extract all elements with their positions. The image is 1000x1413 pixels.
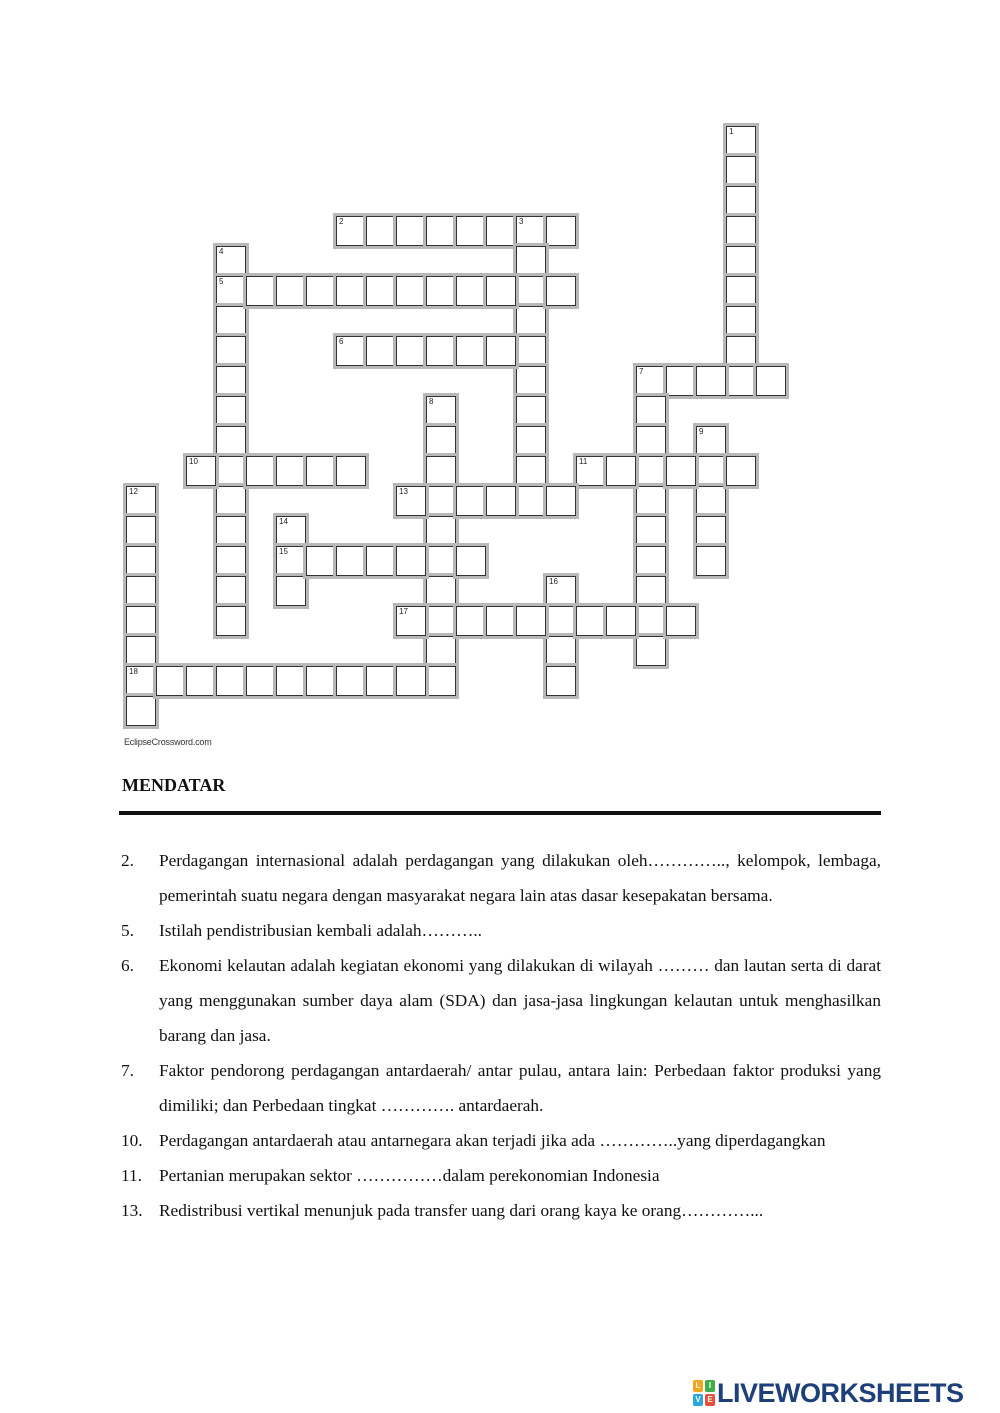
crossword-cell[interactable]: [396, 276, 426, 306]
clue-item-11: [121, 1158, 881, 1193]
crossword-cell[interactable]: [216, 576, 246, 606]
crossword-cell[interactable]: [726, 156, 756, 186]
crossword-cell[interactable]: [456, 606, 486, 636]
crossword-cell[interactable]: [516, 336, 546, 366]
crossword-cell[interactable]: [426, 336, 456, 366]
clue-number: 10.: [121, 1131, 143, 1150]
clue-number-label: 7: [639, 367, 644, 376]
crossword-cell[interactable]: [396, 606, 426, 636]
crossword-cell[interactable]: [546, 216, 576, 246]
crossword-cell[interactable]: [246, 276, 276, 306]
crossword-cell[interactable]: [216, 456, 246, 486]
clue-number-label: 15: [279, 547, 288, 556]
crossword-cell[interactable]: [426, 486, 456, 516]
heading-divider: [119, 811, 881, 815]
logo-mark-icon: [693, 1380, 715, 1406]
crossword-cell[interactable]: [456, 336, 486, 366]
crossword-cell[interactable]: [696, 366, 726, 396]
crossword-cell[interactable]: [216, 516, 246, 546]
crossword-cell[interactable]: [426, 546, 456, 576]
clue-item-10: [121, 1123, 881, 1158]
crossword-cell[interactable]: [126, 516, 156, 546]
crossword-cell[interactable]: [126, 696, 156, 726]
crossword-cell[interactable]: [306, 276, 336, 306]
crossword-cell[interactable]: [696, 456, 726, 486]
crossword-cell[interactable]: [516, 396, 546, 426]
crossword-cell[interactable]: [666, 606, 696, 636]
clue-number-label: 2: [339, 217, 344, 226]
crossword-cell[interactable]: [666, 456, 696, 486]
clue-number: 6.: [121, 956, 134, 975]
clue-text: Ekonomi kelautan adalah kegiatan ekonomi yang dilakukan di wilayah ……… dan lautan serta di darat yang menggunakan sumber daya alam (SDA) dan jasa-jasa lingkungan kelautan untuk menghasilkan barang dan jasa.: [159, 956, 881, 1045]
crossword-cell[interactable]: [276, 576, 306, 606]
crossword-cell[interactable]: [336, 336, 366, 366]
crossword-cell[interactable]: [366, 276, 396, 306]
crossword-cell[interactable]: [516, 456, 546, 486]
clue-item-5: [121, 913, 881, 948]
crossword-cell[interactable]: [726, 246, 756, 276]
crossword-cell[interactable]: [606, 606, 636, 636]
clue-number-label: 3: [519, 217, 524, 226]
crossword-cell[interactable]: [426, 396, 456, 426]
crossword-cell[interactable]: [366, 666, 396, 696]
crossword-cell[interactable]: [636, 636, 666, 666]
crossword-cell[interactable]: [426, 576, 456, 606]
clue-number-label: 16: [549, 577, 558, 586]
crossword-cell[interactable]: [126, 486, 156, 516]
clue-text: Redistribusi vertikal menunjuk pada transfer uang dari orang kaya ke orang…………...: [159, 1201, 764, 1220]
clue-text: Perdagangan antardaerah atau antarnegara akan terjadi jika ada …………..yang diperdagangkan: [159, 1131, 826, 1150]
crossword-cell[interactable]: [336, 546, 366, 576]
clue-number-label: 9: [699, 427, 704, 436]
crossword-cell[interactable]: [756, 366, 786, 396]
logo-mark-letter: I: [705, 1380, 715, 1392]
crossword-cell[interactable]: [486, 486, 516, 516]
clue-number-label: 13: [399, 487, 408, 496]
crossword-cell[interactable]: [696, 516, 726, 546]
crossword-cell[interactable]: [456, 486, 486, 516]
logo-text: LIVEWORKSHEETS: [717, 1377, 964, 1408]
crossword-cell[interactable]: [486, 606, 516, 636]
crossword-cell[interactable]: [216, 366, 246, 396]
crossword-cell[interactable]: [276, 276, 306, 306]
crossword-cell[interactable]: [546, 636, 576, 666]
crossword-cell[interactable]: [186, 456, 216, 486]
crossword-cell[interactable]: [276, 546, 306, 576]
clue-number: 11.: [121, 1166, 142, 1185]
crossword-cell[interactable]: [486, 216, 516, 246]
clue-number-label: 4: [219, 247, 224, 256]
clue-item-7: [121, 1053, 881, 1123]
crossword-cell[interactable]: [546, 576, 576, 606]
crossword-cell[interactable]: [306, 546, 336, 576]
crossword-cell[interactable]: [216, 336, 246, 366]
crossword-cell[interactable]: [276, 516, 306, 546]
logo-mark-letter: L: [693, 1380, 703, 1392]
clue-number-label: 8: [429, 397, 434, 406]
crossword-cell[interactable]: [636, 546, 666, 576]
clue-item-2: [121, 843, 881, 913]
crossword-cell[interactable]: [216, 396, 246, 426]
crossword-cell[interactable]: [396, 546, 426, 576]
clue-list: [121, 843, 881, 1228]
clue-item-13: [121, 1193, 881, 1228]
crossword-cell[interactable]: [546, 606, 576, 636]
crossword-cell[interactable]: [276, 666, 306, 696]
crossword-cell[interactable]: [126, 576, 156, 606]
clue-number: 7.: [121, 1061, 134, 1080]
crossword-cell[interactable]: [366, 216, 396, 246]
crossword-cell[interactable]: [126, 636, 156, 666]
crossword-cell[interactable]: [126, 666, 156, 696]
clue-number-label: 1: [729, 127, 734, 136]
crossword-cell[interactable]: [216, 246, 246, 276]
crossword-cell[interactable]: [636, 456, 666, 486]
crossword-cell[interactable]: [546, 666, 576, 696]
crossword-cell[interactable]: [396, 486, 426, 516]
crossword-cell[interactable]: [396, 336, 426, 366]
crossword-cell[interactable]: [636, 366, 666, 396]
crossword-cell[interactable]: [636, 606, 666, 636]
crossword-cell[interactable]: [426, 426, 456, 456]
crossword-cell[interactable]: [636, 516, 666, 546]
clue-number-label: 17: [399, 607, 408, 616]
crossword-cell[interactable]: [216, 546, 246, 576]
crossword-cell[interactable]: [216, 276, 246, 306]
crossword-cell[interactable]: [726, 276, 756, 306]
crossword-cell[interactable]: [516, 486, 546, 516]
crossword-cell[interactable]: [576, 606, 606, 636]
crossword-cell[interactable]: [216, 306, 246, 336]
section-heading: MENDATAR: [122, 775, 226, 795]
clue-number-label: 10: [189, 457, 198, 466]
crossword-cell[interactable]: [696, 546, 726, 576]
clue-item-6: [121, 948, 881, 1053]
crossword-cell[interactable]: [396, 216, 426, 246]
crossword-cell[interactable]: [546, 276, 576, 306]
clue-number-label: 5: [219, 277, 224, 286]
crossword-cell[interactable]: [396, 666, 426, 696]
crossword-cell[interactable]: [276, 456, 306, 486]
crossword-cell[interactable]: [696, 426, 726, 456]
crossword-cell[interactable]: [366, 546, 396, 576]
clue-number-label: 18: [129, 667, 138, 676]
crossword-cell[interactable]: [516, 606, 546, 636]
crossword-cell[interactable]: [306, 666, 336, 696]
crossword-cell[interactable]: [516, 216, 546, 246]
crossword-cell[interactable]: [516, 276, 546, 306]
crossword-cell[interactable]: [666, 366, 696, 396]
crossword-cell[interactable]: [366, 336, 396, 366]
crossword-brand: EclipseCrossword.com: [124, 737, 212, 747]
crossword-cell[interactable]: [546, 486, 576, 516]
logo-mark-letter: E: [705, 1394, 715, 1406]
crossword-cell[interactable]: [726, 216, 756, 246]
clue-text: Istilah pendistribusian kembali adalah………..: [159, 921, 482, 940]
crossword-cell[interactable]: [336, 276, 366, 306]
crossword-cell[interactable]: [126, 606, 156, 636]
crossword-cell[interactable]: [606, 456, 636, 486]
crossword-cell[interactable]: [726, 306, 756, 336]
clue-text: Pertanian merupakan sektor ……………dalam perekonomian Indonesia: [159, 1166, 660, 1185]
crossword-cell[interactable]: [156, 666, 186, 696]
crossword-cell[interactable]: [336, 666, 366, 696]
crossword-cell[interactable]: [456, 546, 486, 576]
clue-number-label: 6: [339, 337, 344, 346]
crossword-cell[interactable]: [636, 426, 666, 456]
crossword-cell[interactable]: [426, 456, 456, 486]
crossword-cell[interactable]: [426, 636, 456, 666]
crossword-cell[interactable]: [516, 366, 546, 396]
liveworksheets-logo: [693, 1376, 964, 1410]
clue-number-label: 14: [279, 517, 288, 526]
crossword-cell[interactable]: [516, 306, 546, 336]
crossword-cell[interactable]: [336, 456, 366, 486]
crossword-cell[interactable]: [726, 456, 756, 486]
crossword-cell[interactable]: [636, 576, 666, 606]
clue-number: 13.: [121, 1201, 143, 1220]
crossword-cell[interactable]: [636, 486, 666, 516]
crossword-cell[interactable]: [216, 666, 246, 696]
crossword-cell[interactable]: [456, 216, 486, 246]
clue-number: 2.: [121, 851, 134, 870]
crossword-cell[interactable]: [306, 456, 336, 486]
crossword-cell[interactable]: [126, 546, 156, 576]
clue-text: Perdagangan internasional adalah perdagangan yang dilakukan oleh………….., kelompok, lembaga, pemerintah suatu negara dengan masyarakat negara lain atas dasar kesepakatan bersama.: [159, 851, 881, 905]
crossword-cell[interactable]: [186, 666, 216, 696]
crossword-cell[interactable]: [486, 276, 516, 306]
crossword-cell[interactable]: [726, 366, 756, 396]
logo-mark-letter: V: [693, 1394, 703, 1406]
crossword-cell[interactable]: [516, 246, 546, 276]
crossword-cell[interactable]: [636, 396, 666, 426]
crossword-cell[interactable]: [726, 126, 756, 156]
crossword-cell[interactable]: [726, 186, 756, 216]
crossword-cell[interactable]: [216, 486, 246, 516]
crossword-cell[interactable]: [516, 426, 546, 456]
crossword-cell[interactable]: [576, 456, 606, 486]
crossword-cell[interactable]: [426, 216, 456, 246]
crossword-cell[interactable]: [246, 666, 276, 696]
crossword-cell[interactable]: [216, 426, 246, 456]
crossword-cell[interactable]: [426, 516, 456, 546]
crossword-cell[interactable]: [426, 666, 456, 696]
clue-text: Faktor pendorong perdagangan antardaerah/ antar pulau, antara lain: Perbedaan faktor produksi yang dimiliki; dan Perbedaan tingkat …………. antardaerah.: [159, 1061, 881, 1115]
crossword-cell[interactable]: [426, 606, 456, 636]
clue-number-label: 11: [579, 457, 588, 466]
crossword-cell[interactable]: [336, 216, 366, 246]
crossword-cell[interactable]: [426, 276, 456, 306]
crossword-cell[interactable]: [726, 336, 756, 366]
crossword-cell[interactable]: [246, 456, 276, 486]
clue-number: 5.: [121, 921, 134, 940]
crossword-cell[interactable]: [486, 336, 516, 366]
crossword-cell[interactable]: [216, 606, 246, 636]
crossword-cell[interactable]: [456, 276, 486, 306]
clue-number-label: 12: [129, 487, 138, 496]
crossword-cell[interactable]: [696, 486, 726, 516]
